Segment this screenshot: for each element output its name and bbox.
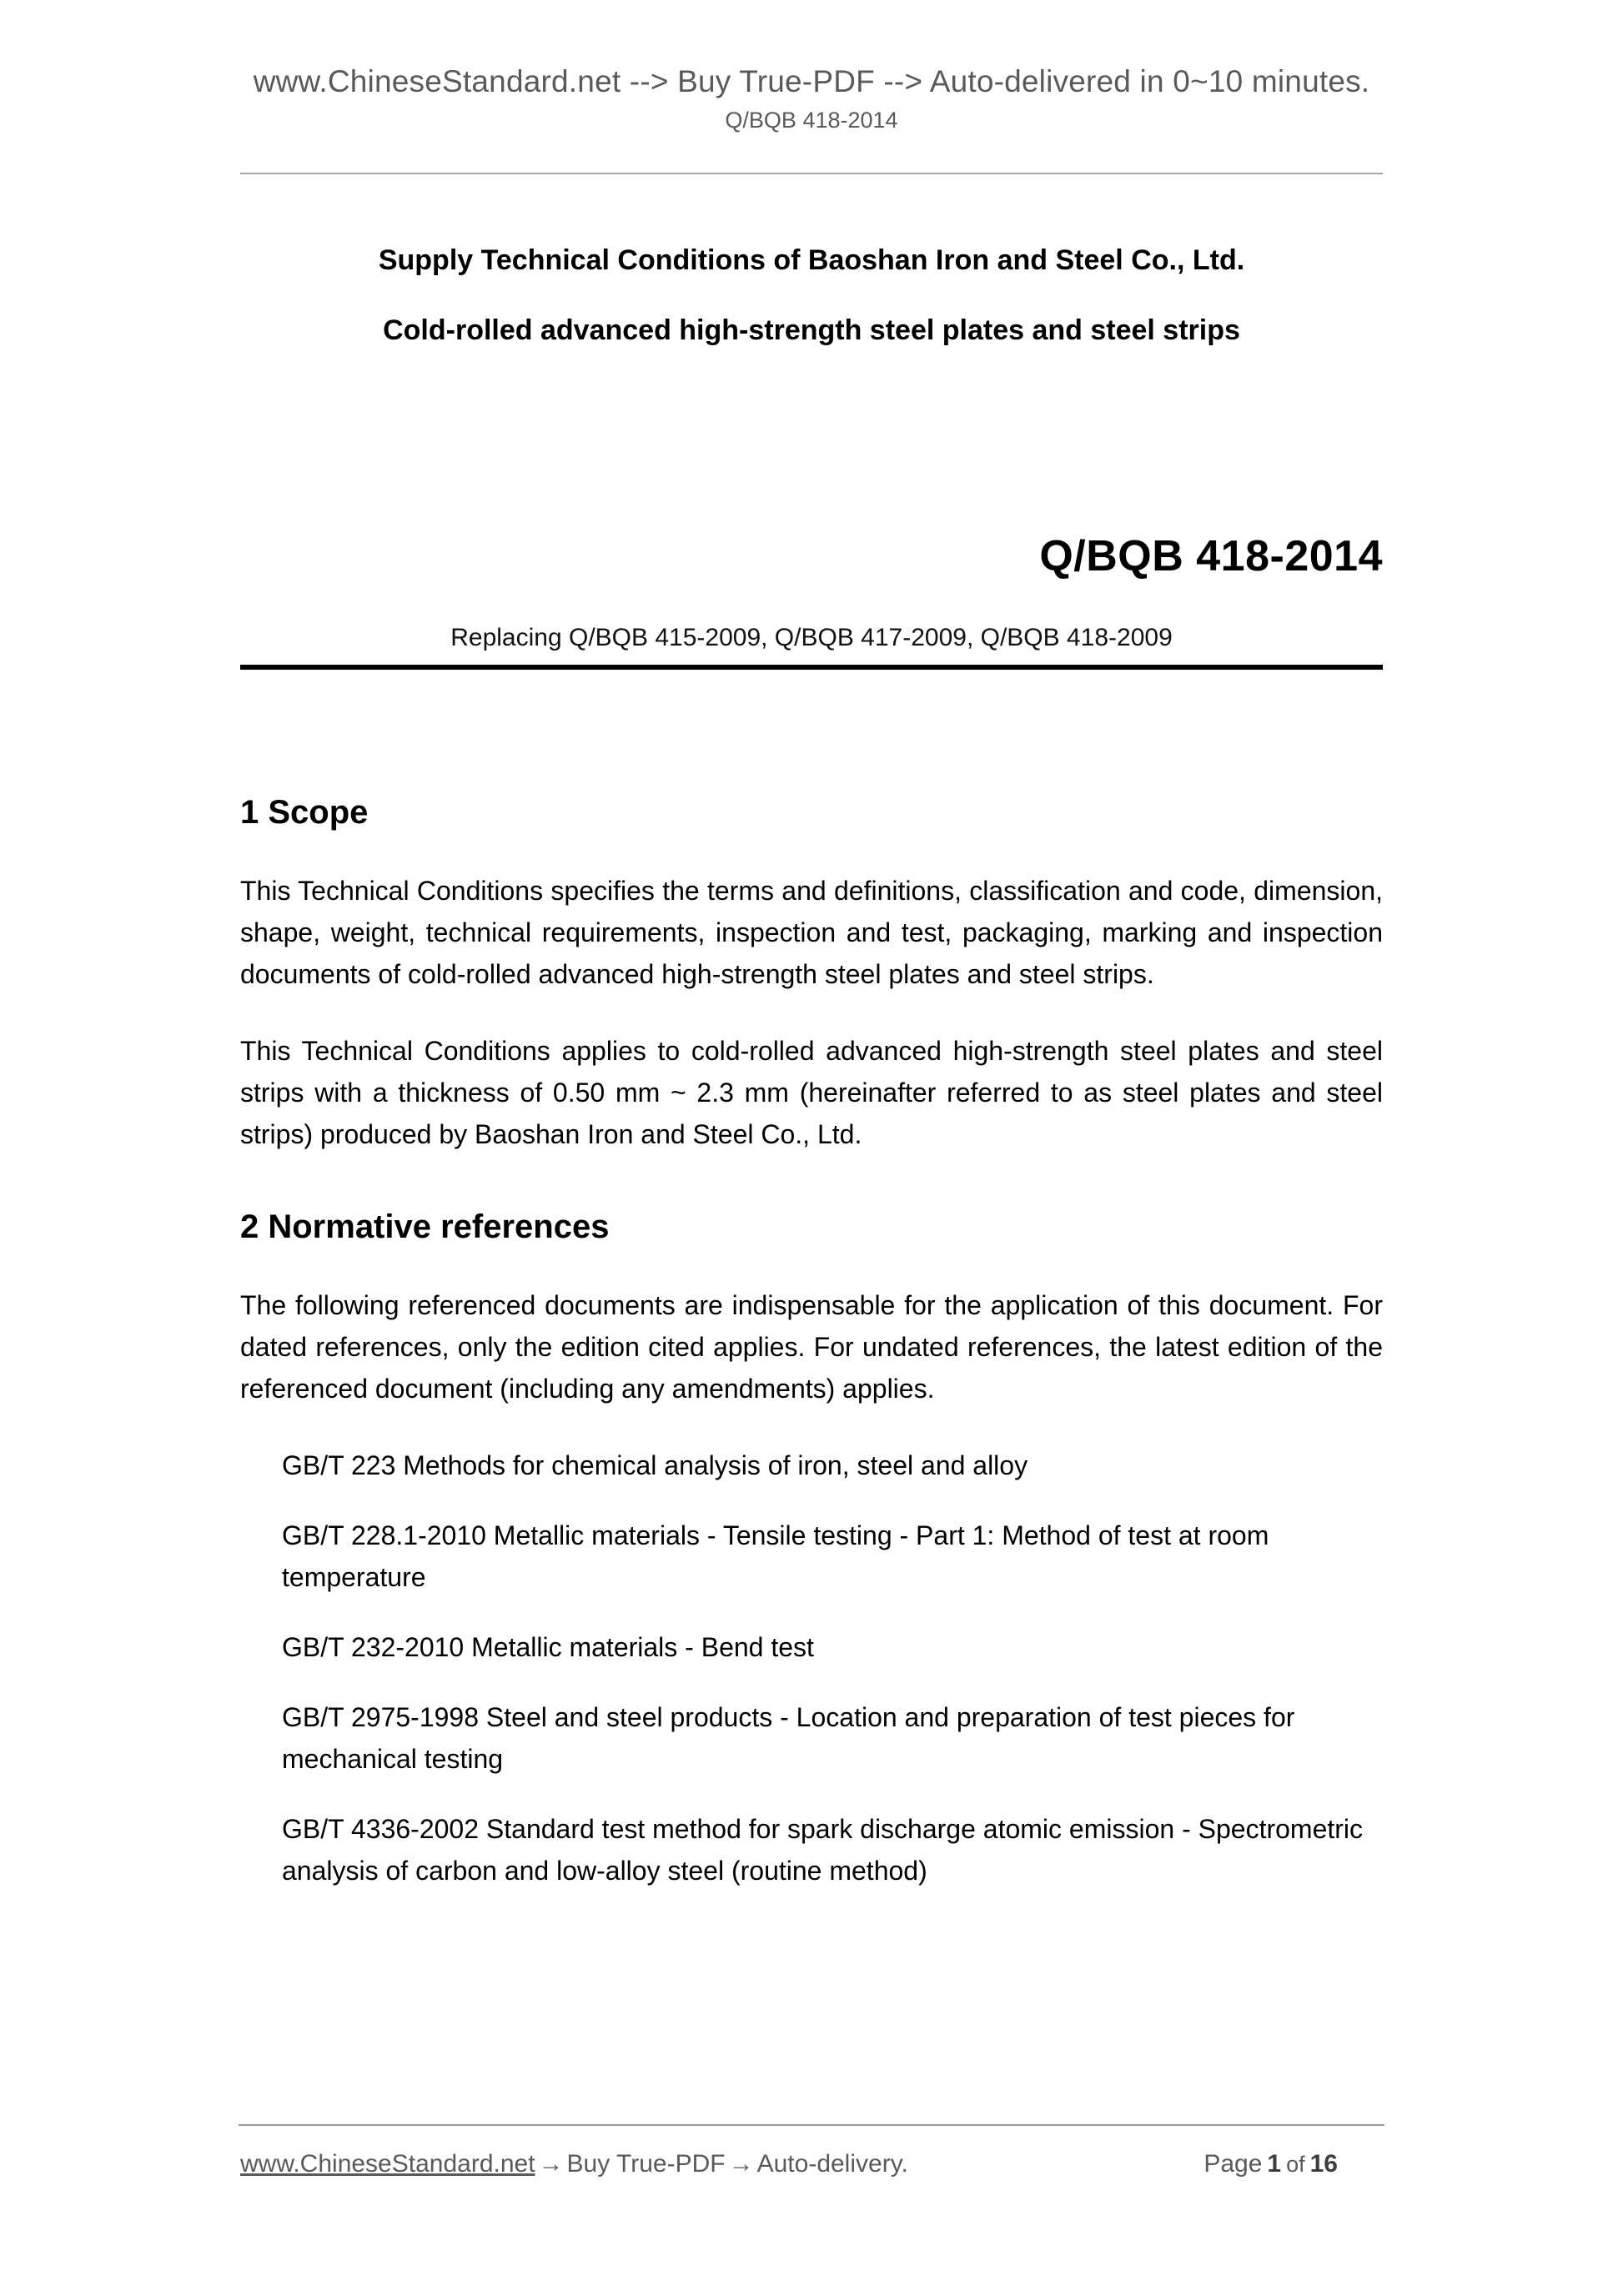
header-promo-text: www.ChineseStandard.net --> Buy True-PDF --> Auto-delivered in 0~10 minutes. [253,64,1370,98]
page-of-label: of [1286,2152,1305,2177]
page-label: Page [1203,2150,1263,2178]
document-title-line-2: Cold-rolled advanced high-strength steel plates and steel strips [383,314,1240,347]
footer-site-link[interactable]: www.ChineseStandard.net [240,2150,535,2178]
total-pages: 16 [1309,2150,1338,2178]
document-title-line-1: Supply Technical Conditions of Baoshan Iron and Steel Co., Ltd. [378,244,1245,276]
section-heading-scope: 1 Scope [240,794,369,831]
normative-reference-list [240,1445,1383,1892]
arrow-right-icon-2: → [728,2150,754,2178]
list-item: GB/T 223 Methods for chemical analysis of iron, steel and alloy [282,1450,1028,1481]
title-thick-divider [240,665,1383,670]
document-title-block [240,242,1383,349]
normative-references-paragraph-1: The following referenced documents are indispensable for the application of this document. For dated references, only the edition cited applies. For undated references, the latest edition of the referenced document (including any amendments) applies. [240,1290,1383,1404]
page-indicator [1203,2150,1383,2178]
header-divider [240,173,1383,174]
header-standard-code: Q/BQB 418-2014 [725,108,898,133]
footer-buy-text: Buy True-PDF [566,2150,726,2178]
footer-divider [239,2124,1384,2126]
document-body [240,792,1383,1920]
list-item: GB/T 4336-2002 Standard test method for spark discharge atomic emission - Spectrometric analysis of carbon and low-alloy steel (routine method) [282,1813,1364,1886]
page-footer [240,2150,1383,2178]
footer-promo [240,2150,908,2178]
page-number: 1 [1267,2150,1282,2178]
scope-paragraph-1: This Technical Conditions specifies the terms and definitions, classification and code, dimension, shape, weight, technical requirements, inspection and test, packaging, marking and inspection documents of cold-rolled advanced high-strength steel plates and steel strips. [240,876,1383,989]
standard-number: Q/BQB 418-2014 [1039,532,1383,580]
list-item: GB/T 228.1-2010 Metallic materials - Tensile testing - Part 1: Method of test at room temperature [282,1520,1269,1592]
section-heading-normative-references: 2 Normative references [240,1208,610,1246]
list-item: GB/T 232-2010 Metallic materials - Bend test [282,1631,814,1662]
replacing-note: Replacing Q/BQB 415-2009, Q/BQB 417-2009, Q/BQB 418-2009 [450,624,1173,651]
page-header [240,62,1383,135]
scope-paragraph-2: This Technical Conditions applies to cold-rolled advanced high-strength steel plates and steel strips with a thickness of 0.50 mm ~ 2.3 mm (hereinafter referred to as steel plates and steel strips) produced by Baoshan Iron and Steel Co., Ltd. [240,1035,1383,1149]
arrow-right-icon: → [538,2150,564,2178]
list-item: GB/T 2975-1998 Steel and steel products - Location and preparation of test pieces for mechanical testing [282,1701,1295,1774]
footer-delivery-text: Auto-delivery. [756,2150,908,2178]
